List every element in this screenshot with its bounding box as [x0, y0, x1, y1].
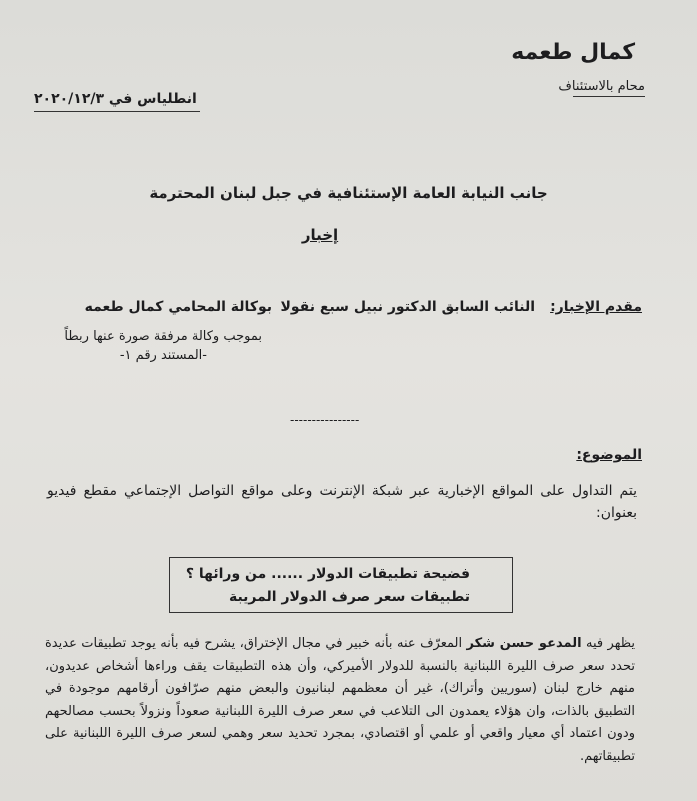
- subject-label: الموضوع:: [576, 447, 642, 463]
- body-paragraph: [45, 633, 635, 768]
- letterhead-name: كمال طعمه: [511, 40, 635, 65]
- section-separator: ----------------: [290, 413, 360, 427]
- letterhead-underline: [573, 96, 645, 97]
- video-title-line-1: فضيحة تطبيقات الدولار ...... من ورائها ؟: [185, 566, 470, 582]
- document-type-heading: إخبار: [301, 226, 339, 244]
- date-underline: [34, 111, 200, 112]
- agency-line: بوكالة المحامي كمال طعمه: [84, 299, 272, 315]
- video-title-box: [169, 557, 513, 613]
- video-title-line-2: تطبيقات سعر صرف الدولار المريبة: [228, 589, 470, 605]
- body-highlight-name: المدعو حسن شكر: [466, 636, 582, 651]
- letterhead-title: محام بالاستئناف: [558, 79, 645, 94]
- exhibit-reference: -المستند رقم ١-: [119, 348, 207, 363]
- agency-note: بموجب وكالة مرفقة صورة عنها ربطاً: [64, 329, 262, 344]
- subject-paragraph: يتم التداول على المواقع الإخبارية عبر شبكة الإنترنت وعلى مواقع التواصل الإجتماعي مقطع فيديو بعنوان:: [47, 483, 637, 521]
- informant-label: مقدم الإخبار:: [550, 299, 642, 315]
- body-lead: يظهر فيه: [585, 636, 635, 651]
- body-text: المعرّف عنه بأنه خبير في مجال الإختراق، يشرح فيه بأنه يوجد تطبيقات عديدة تحدد سعر صرف الليرة اللبنانية بالنسبة للدولار الأميركي، وأن هذه التطبيقات يقف وراءها أشخاص عديدون، منهم خارج لبنان (سوريين وأتراك)، غير أن معظمهم لبنانيون والبعض منهم صرّافون أرقامهم موجودة في التطبيق بالذات، وان هؤلاء يعمدون الى التلاعب في سعر صرف الليرة اللبنانية صعوداً ونزولاً بحسب مصالحهم ودون اعتماد أي معيار واقعي أو علمي أو اقتصادي، بمجرد تحديد سعر وهمي لسعر صرف الليرة اللبنانية على تطبيقاتهم.: [45, 636, 635, 764]
- informant-name: النائب السابق الدكتور نبيل سبع نقولا: [280, 299, 535, 315]
- date-line: انطلياس في ٢٠٢٠/١٢/٣: [34, 91, 197, 107]
- addressee-heading: جانب النيابة العامة الإستئنافية في جبل لبنان المحترمة: [149, 184, 548, 202]
